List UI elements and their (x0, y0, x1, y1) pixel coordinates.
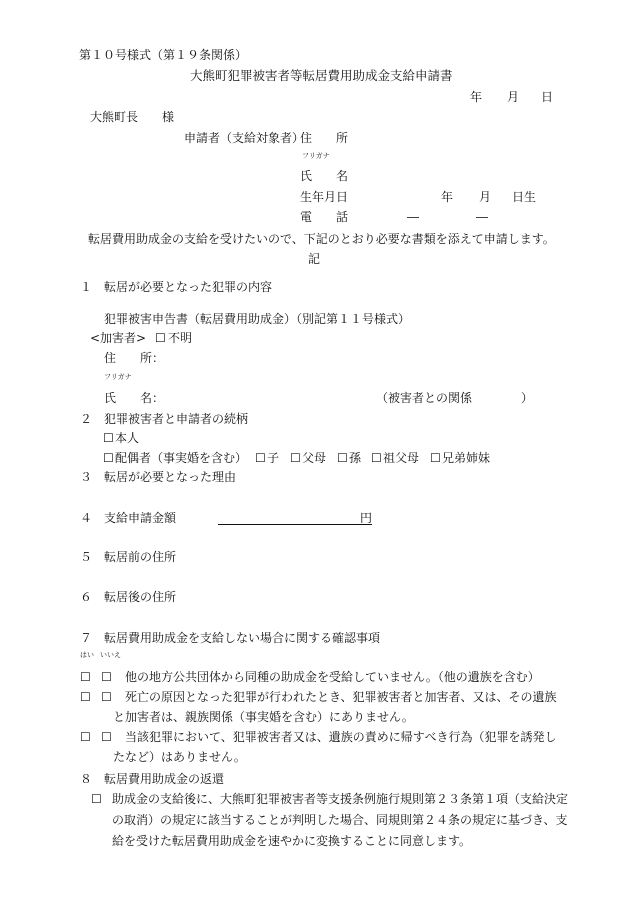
applicant-address-label: 住 所 (300, 131, 349, 145)
form-number: 第１０号様式（第１９条関係） (79, 48, 248, 62)
phone-dash-2: ― (476, 210, 488, 224)
self-checkbox[interactable]: ☐ (103, 431, 114, 445)
grandchild-checkbox[interactable]: ☐ (337, 451, 348, 465)
spouse-checkbox[interactable]: ☐ (103, 451, 114, 465)
item1-no-checkbox[interactable]: ☐ (101, 670, 112, 684)
unknown-label: 不明 (168, 331, 193, 345)
grandchild-label: 孫 (349, 451, 362, 465)
unknown-checkbox[interactable]: ☐ (155, 331, 166, 345)
ki-marker: 記 (308, 252, 321, 266)
section7-heading: ７ 転居費用助成金を支給しない場合に関する確認事項 (80, 631, 381, 645)
applicant-dob-label: 生年月日 (300, 190, 349, 204)
item3-yes-checkbox[interactable]: ☐ (80, 730, 91, 744)
grandparents-checkbox[interactable]: ☐ (371, 451, 382, 465)
applicant-phone-label: 電 話 (300, 210, 349, 224)
item3-no-checkbox[interactable]: ☐ (101, 730, 112, 744)
section1-heading: １ 転居が必要となった犯罪の内容 (80, 280, 273, 294)
page-title: 大熊町犯罪被害者等転居費用助成金支給申請書 (190, 68, 453, 83)
grandparents-label: 祖父母 (383, 451, 420, 465)
refund-text-line3: 給を受けた転居費用助成金を速やかに変換することに同意します。 (112, 834, 472, 848)
siblings-checkbox[interactable]: ☐ (430, 451, 441, 465)
relation-label: （被害者との関係 (376, 391, 473, 405)
spouse-label: 配偶者（事実婚を含む） (115, 451, 248, 465)
child-label: 子 (267, 451, 280, 465)
dob-month-label: 月 (479, 190, 492, 204)
refund-text-line1: 助成金の支給後に、大熊町犯罪被害者等支援条例施行規則第２３条第１項（支給決定 (112, 792, 569, 806)
child-checkbox[interactable]: ☐ (255, 451, 266, 465)
relation-close: ） (521, 391, 534, 405)
siblings-label: 兄弟姉妹 (442, 451, 491, 465)
section6-heading: ６ 転居後の住所 (80, 590, 177, 604)
confirm-item-2-line1: 死亡の原因となった犯罪が行われたとき、犯罪被害者と加害者、又は、その遺族 (125, 690, 557, 704)
refund-consent-checkbox[interactable]: ☐ (91, 792, 102, 806)
assailant-label: <加害者> (90, 331, 147, 345)
applicant-furigana-label: フリガナ (302, 152, 330, 160)
parents-checkbox[interactable]: ☐ (290, 451, 301, 465)
assailant-name-label: 氏 名： (104, 391, 165, 405)
date-day-label: 日 (541, 90, 554, 104)
refund-text-line2: の取消）の規定に該当することが判明した場合、同規則第２４条の規定に基づき、支 (112, 813, 568, 827)
date-month-label: 月 (507, 90, 520, 104)
no-column-label: いいえ (100, 651, 121, 659)
amount-input-line[interactable] (218, 524, 372, 525)
phone-dash-1: ― (407, 210, 419, 224)
assailant-furigana-label: フリガナ (104, 373, 132, 381)
section2-heading: ２ 犯罪被害者と申請者の続柄 (80, 412, 249, 426)
section8-heading: ８ 転居費用助成金の返還 (80, 772, 225, 786)
section5-heading: ５ 転居前の住所 (80, 550, 177, 564)
applicant-label: 申請者（支給対象者） (184, 131, 305, 145)
yes-column-label: はい (80, 651, 94, 659)
item2-yes-checkbox[interactable]: ☐ (80, 690, 91, 704)
section3-heading: ３ 転居が必要となった理由 (80, 470, 237, 484)
date-year-label: 年 (470, 90, 483, 104)
confirm-item-1: 他の地方公共団体から同種の助成金を受給していません。（他の遺族を含む） (125, 670, 540, 684)
victim-report-reference: 犯罪被害申告書（転居費用助成金）（別記第１１号様式） (104, 312, 411, 326)
item1-yes-checkbox[interactable]: ☐ (80, 670, 91, 684)
confirm-item-3-line1: 当該犯罪において、犯罪被害者又は、遺族の責めに帰すべき行為（犯罪を誘発し (125, 730, 557, 744)
application-statement: 転居費用助成金の支給を受けたいので、下記のとおり必要な書類を添えて申請します。 (88, 232, 555, 246)
addressee: 大熊町長 様 (90, 110, 175, 124)
confirm-item-3-line2: たなど）はありません。 (113, 750, 246, 764)
self-label: 本人 (115, 431, 140, 445)
confirm-item-2-line2: と加害者は、親族関係（事実婚を含む）にありません。 (113, 710, 414, 724)
section4-heading: ４ 支給申請金額 (80, 511, 177, 525)
parents-label: 父母 (302, 451, 327, 465)
assailant-address-label: 住 所： (104, 351, 165, 365)
applicant-name-label: 氏 名 (300, 169, 349, 183)
dob-day-label: 日生 (512, 190, 537, 204)
item2-no-checkbox[interactable]: ☐ (101, 690, 112, 704)
amount-unit: 円 (360, 511, 373, 525)
dob-year-label: 年 (441, 190, 454, 204)
